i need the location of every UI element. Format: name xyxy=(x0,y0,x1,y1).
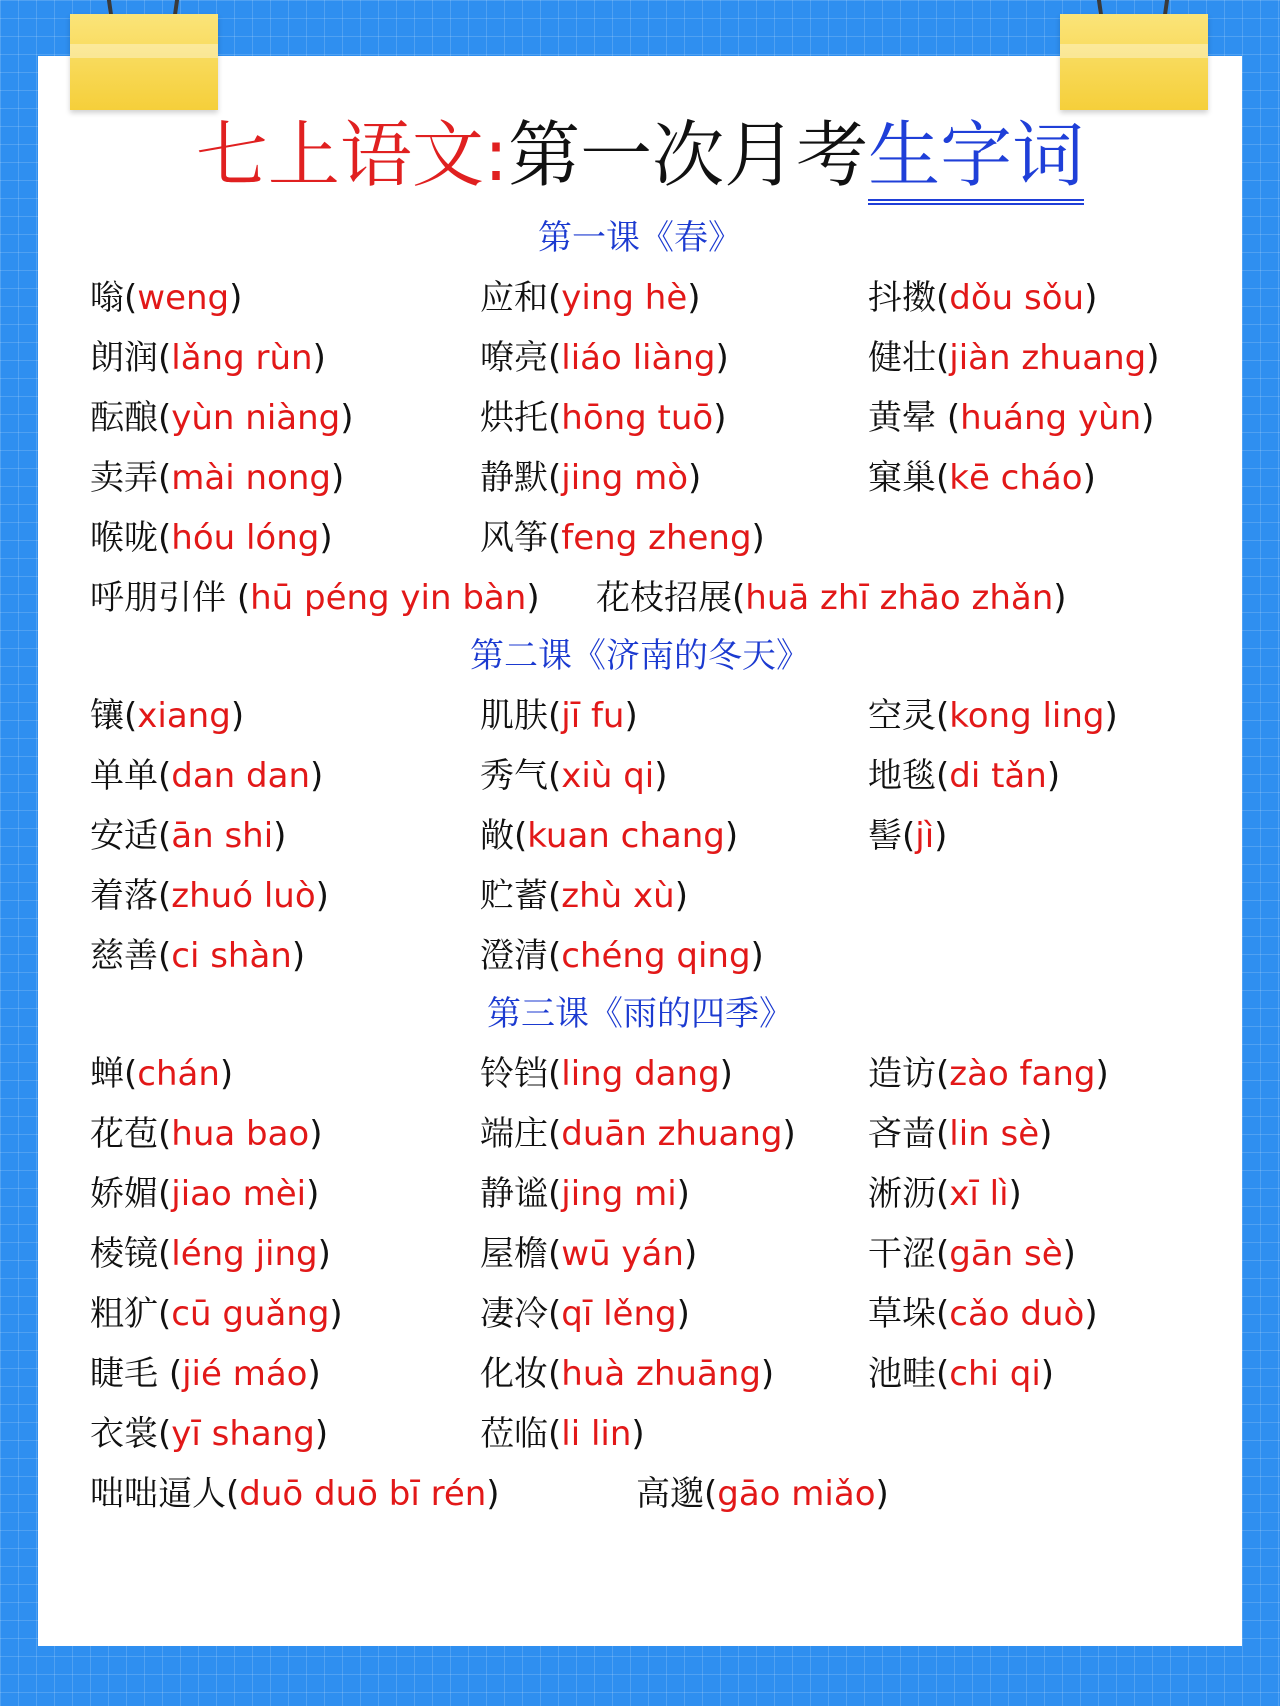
title-vocab: 生字词 xyxy=(868,113,1084,205)
vocab-item: 朗润(lǎng rùn) xyxy=(90,338,326,378)
vocab-item: 髻(jì) xyxy=(868,816,948,856)
vocab-item: 敞(kuan chang) xyxy=(480,816,739,856)
vocab-item: 安适(ān shi) xyxy=(90,816,287,856)
vocab-item: 嘹亮(liáo liàng) xyxy=(480,338,729,378)
vocab-item: 睫毛 (jié máo) xyxy=(90,1354,321,1394)
vocab-item: 风筝(feng zheng) xyxy=(480,518,765,558)
vocab-item: 澄清(chéng qing) xyxy=(480,936,764,976)
vocab-item: 烘托(hōng tuō) xyxy=(480,398,727,438)
vocab-item: 花枝招展(huā zhī zhāo zhǎn) xyxy=(596,578,1067,618)
vocab-item: 花苞(hua bao) xyxy=(90,1114,323,1154)
vocab-item: 秀气(xiù qi) xyxy=(480,756,668,796)
vocab-item: 喉咙(hóu lóng) xyxy=(90,518,333,558)
vocab-item: 黄晕 (huáng yùn) xyxy=(868,398,1155,438)
vocab-item: 铃铛(ling dang) xyxy=(480,1054,733,1094)
vocab-item: 凄冷(qī lěng) xyxy=(480,1294,690,1334)
vocab-item: 窠巢(kē cháo) xyxy=(868,458,1096,498)
vocab-item: 屋檐(wū yán) xyxy=(480,1234,698,1274)
vocab-item: 呼朋引伴 (hū péng yin bàn) xyxy=(90,578,540,618)
vocab-item: 莅临(li lin) xyxy=(480,1414,645,1454)
vocab-item: 池畦(chi qi) xyxy=(868,1354,1055,1394)
title-subject: 七上语文: xyxy=(195,113,509,197)
vocab-item: 着落(zhuó luò) xyxy=(90,876,329,916)
vocab-item: 镶(xiang) xyxy=(90,696,245,736)
vocab-item: 贮蓄(zhù xù) xyxy=(480,876,688,916)
lesson-heading: 第三课《雨的四季》 xyxy=(487,994,793,1034)
page-title xyxy=(0,110,1280,200)
lesson-heading: 第二课《济南的冬天》 xyxy=(470,636,810,676)
vocab-item: 静谧(jing mi) xyxy=(480,1174,690,1214)
vocab-item: 空灵(kong ling) xyxy=(868,696,1118,736)
vocab-item: 淅沥(xī lì) xyxy=(868,1174,1022,1214)
binder-clip-left-icon xyxy=(70,14,218,110)
title-exam: 第一次月考 xyxy=(508,113,869,197)
vocab-item: 造访(zào fang) xyxy=(868,1054,1109,1094)
vocab-item: 蝉(chán) xyxy=(90,1054,234,1094)
vocab-item: 应和(ying hè) xyxy=(480,278,701,318)
vocab-item: 嗡(weng) xyxy=(90,278,243,318)
vocab-item: 粗犷(cū guǎng) xyxy=(90,1294,343,1334)
lesson-heading: 第一课《春》 xyxy=(538,218,742,258)
vocab-item: 地毯(di tǎn) xyxy=(868,756,1061,796)
vocab-item: 娇媚(jiao mèi) xyxy=(90,1174,320,1214)
vocab-item: 高邈(gāo miǎo) xyxy=(636,1474,889,1514)
vocab-item: 化妆(huà zhuāng) xyxy=(480,1354,775,1394)
vocab-item: 衣裳(yī shang) xyxy=(90,1414,329,1454)
vocab-item: 草垛(cǎo duò) xyxy=(868,1294,1098,1334)
vocab-item: 端庄(duān zhuang) xyxy=(480,1114,796,1154)
vocab-item: 酝酿(yùn niàng) xyxy=(90,398,354,438)
binder-clip-right-icon xyxy=(1060,14,1208,110)
vocab-item: 吝啬(lin sè) xyxy=(868,1114,1053,1154)
vocab-item: 抖擞(dǒu sǒu) xyxy=(868,278,1098,318)
vocab-item: 咄咄逼人(duō duō bī rén) xyxy=(90,1474,500,1514)
vocab-item: 慈善(ci shàn) xyxy=(90,936,306,976)
vocab-item: 健壮(jiàn zhuang) xyxy=(868,338,1160,378)
vocab-item: 棱镜(léng jing) xyxy=(90,1234,331,1274)
vocab-item: 静默(jing mò) xyxy=(480,458,702,498)
vocab-item: 单单(dan dan) xyxy=(90,756,324,796)
vocab-item: 肌肤(jī fu) xyxy=(480,696,638,736)
vocab-item: 卖弄(mài nong) xyxy=(90,458,345,498)
vocab-item: 干涩(gān sè) xyxy=(868,1234,1076,1274)
